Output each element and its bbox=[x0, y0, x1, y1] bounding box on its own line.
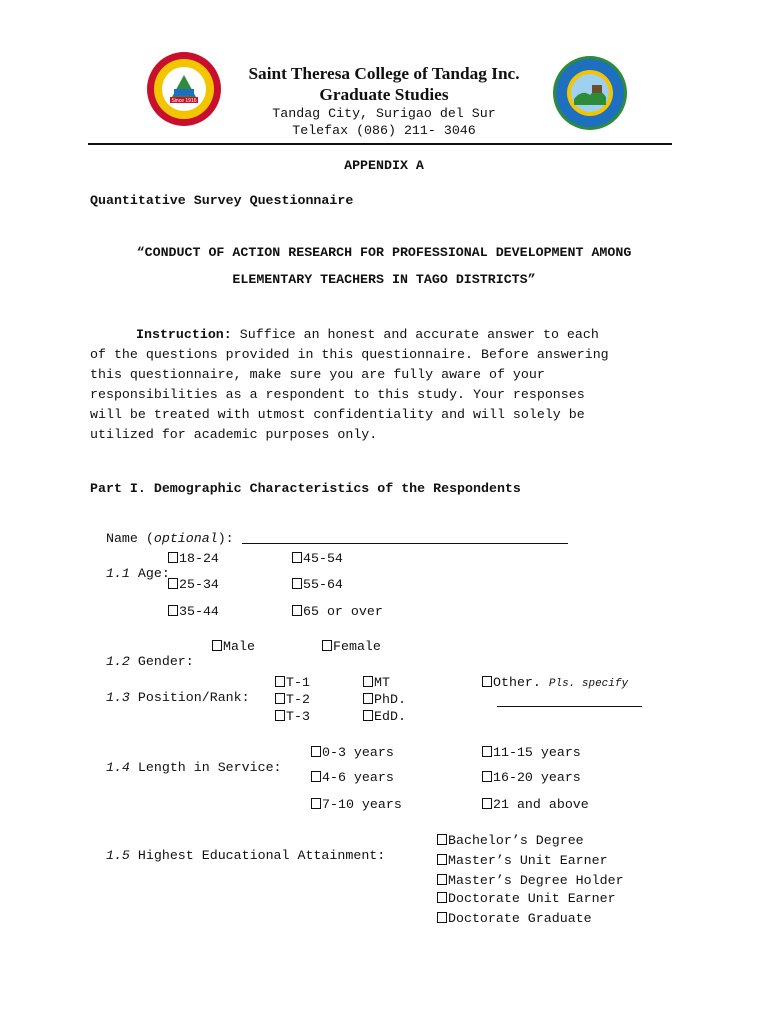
position-option-phd[interactable] bbox=[363, 692, 406, 707]
checkbox[interactable] bbox=[212, 640, 222, 651]
checkbox[interactable] bbox=[275, 710, 285, 721]
checkbox[interactable] bbox=[437, 892, 447, 903]
question-number: 1.2 bbox=[105, 654, 130, 669]
instruction-line: utilized for academic purposes only. bbox=[90, 427, 378, 442]
research-title-line-1: “CONDUCT OF ACTION RESEARCH FOR PROFESSIONAL DEVELOPMENT AMONG bbox=[136, 245, 632, 260]
education-option-masters-degree[interactable] bbox=[437, 873, 624, 888]
option-label: Bachelor’s Degree bbox=[448, 833, 584, 848]
instruction-line: will be treated with utmost confidentiality and will solely be bbox=[90, 407, 585, 422]
question-label: Age: bbox=[137, 566, 170, 581]
checkbox[interactable] bbox=[363, 710, 373, 721]
service-option-0-3[interactable] bbox=[311, 745, 394, 760]
name-label: Name ( bbox=[105, 531, 154, 546]
option-label: T-2 bbox=[286, 692, 310, 707]
checkbox[interactable] bbox=[311, 746, 321, 757]
checkbox[interactable] bbox=[168, 605, 178, 616]
position-option-mt[interactable] bbox=[363, 675, 390, 690]
option-label: Master’s Unit Earner bbox=[448, 853, 608, 868]
telefax: Telefax (086) 211- 3046 bbox=[292, 123, 476, 138]
position-option-t2[interactable] bbox=[275, 692, 310, 707]
age-option-65-over[interactable] bbox=[292, 604, 383, 619]
service-option-21-above[interactable] bbox=[482, 797, 589, 812]
gender-option-male[interactable] bbox=[212, 639, 255, 654]
checkbox[interactable] bbox=[437, 854, 447, 865]
option-label: 16-20 years bbox=[493, 770, 581, 785]
education-option-bachelors[interactable] bbox=[437, 833, 584, 848]
option-label: Female bbox=[333, 639, 381, 654]
checkbox[interactable] bbox=[292, 552, 302, 563]
checkbox[interactable] bbox=[482, 676, 492, 687]
checkbox[interactable] bbox=[363, 676, 373, 687]
question-label: Gender: bbox=[137, 654, 194, 669]
option-label: 11-15 years bbox=[493, 745, 581, 760]
checkbox[interactable] bbox=[275, 693, 285, 704]
option-label: T-3 bbox=[286, 709, 310, 724]
education-option-doctorate-unit[interactable] bbox=[437, 891, 616, 906]
instruction-line: of the questions provided in this questionnaire. Before answering bbox=[90, 347, 609, 362]
college-name: Saint Theresa College of Tandag Inc. bbox=[248, 64, 520, 83]
question-label: Position/Rank: bbox=[137, 690, 250, 705]
question-number: 1.1 bbox=[105, 566, 130, 581]
checkbox[interactable] bbox=[311, 798, 321, 809]
gender-question bbox=[90, 639, 194, 669]
checkbox[interactable] bbox=[292, 578, 302, 589]
other-specify-line[interactable] bbox=[497, 694, 642, 707]
research-title-line-2: ELEMENTARY TEACHERS IN TAGO DISTRICTS” bbox=[232, 272, 536, 287]
service-option-16-20[interactable] bbox=[482, 770, 581, 785]
checkbox[interactable] bbox=[437, 834, 447, 845]
option-label: Master’s Degree Holder bbox=[448, 873, 624, 888]
question-number: 1.5 bbox=[105, 848, 130, 863]
checkbox[interactable] bbox=[275, 676, 285, 687]
option-label: 21 and above bbox=[493, 797, 589, 812]
education-option-masters-unit[interactable] bbox=[437, 853, 608, 868]
name-optional-label: optional bbox=[153, 531, 218, 546]
instruction-line bbox=[90, 325, 678, 345]
position-option-t3[interactable] bbox=[275, 709, 310, 724]
position-option-edd[interactable] bbox=[363, 709, 406, 724]
question-label: Highest Educational Attainment: bbox=[137, 848, 386, 863]
checkbox[interactable] bbox=[311, 771, 321, 782]
service-question bbox=[90, 745, 282, 775]
name-field-row bbox=[90, 516, 568, 546]
option-label: 7-10 years bbox=[322, 797, 402, 812]
svg-text:Since 1916: Since 1916 bbox=[171, 98, 197, 104]
option-label: Other. bbox=[493, 675, 541, 690]
position-option-other[interactable] bbox=[482, 675, 628, 690]
instruction-line: responsibilities as a respondent to this study. Your responses bbox=[90, 387, 585, 402]
option-label: PhD. bbox=[374, 692, 406, 707]
option-label: T-1 bbox=[286, 675, 310, 690]
option-label: 25-34 bbox=[179, 577, 219, 592]
checkbox[interactable] bbox=[482, 771, 492, 782]
checkbox[interactable] bbox=[363, 693, 373, 704]
instruction-label: Instruction: bbox=[136, 327, 232, 342]
instruction-line: this questionnaire, make sure you are fully aware of your bbox=[90, 367, 545, 382]
service-option-7-10[interactable] bbox=[311, 797, 402, 812]
option-label: 35-44 bbox=[179, 604, 219, 619]
age-option-18-24[interactable] bbox=[168, 551, 219, 566]
checkbox[interactable] bbox=[437, 912, 447, 923]
appendix-label: APPENDIX A bbox=[344, 158, 424, 173]
checkbox[interactable] bbox=[322, 640, 332, 651]
document-subtitle: Quantitative Survey Questionnaire bbox=[90, 193, 354, 208]
option-label: 65 or over bbox=[303, 604, 383, 619]
age-option-25-34[interactable] bbox=[168, 577, 219, 592]
education-question bbox=[90, 833, 385, 863]
gender-option-female[interactable] bbox=[322, 639, 381, 654]
option-label: Doctorate Unit Earner bbox=[448, 891, 616, 906]
instruction-text: Suffice an honest and accurate answer to each bbox=[239, 327, 599, 342]
service-option-4-6[interactable] bbox=[311, 770, 394, 785]
name-input-line[interactable] bbox=[242, 531, 568, 544]
question-label: Length in Service: bbox=[137, 760, 282, 775]
position-option-t1[interactable] bbox=[275, 675, 310, 690]
position-question bbox=[90, 675, 250, 705]
option-label: EdD. bbox=[374, 709, 406, 724]
option-label: 55-64 bbox=[303, 577, 343, 592]
part-1-heading: Part I. Demographic Characteristics of the Respondents bbox=[90, 481, 521, 496]
age-question bbox=[90, 551, 170, 581]
age-option-55-64[interactable] bbox=[292, 577, 343, 592]
checkbox[interactable] bbox=[168, 578, 178, 589]
option-label: 4-6 years bbox=[322, 770, 394, 785]
option-label: Male bbox=[223, 639, 255, 654]
education-option-doctorate-graduate[interactable] bbox=[437, 911, 592, 926]
header-divider bbox=[88, 143, 672, 145]
checkbox[interactable] bbox=[482, 746, 492, 757]
service-option-11-15[interactable] bbox=[482, 745, 581, 760]
option-label: MT bbox=[374, 675, 390, 690]
name-label-end: ): bbox=[217, 531, 234, 546]
question-number: 1.3 bbox=[105, 690, 130, 705]
other-hint: Pls. specify bbox=[548, 678, 629, 690]
age-option-35-44[interactable] bbox=[168, 604, 219, 619]
checkbox[interactable] bbox=[168, 552, 178, 563]
department-name: Graduate Studies bbox=[319, 85, 449, 104]
checkbox[interactable] bbox=[292, 605, 302, 616]
address: Tandag City, Surigao del Sur bbox=[272, 106, 496, 121]
option-label: 0-3 years bbox=[322, 745, 394, 760]
option-label: 18-24 bbox=[179, 551, 219, 566]
option-label: 45-54 bbox=[303, 551, 343, 566]
instruction-paragraph bbox=[90, 325, 678, 445]
checkbox[interactable] bbox=[437, 874, 447, 885]
question-number: 1.4 bbox=[105, 760, 130, 775]
age-option-45-54[interactable] bbox=[292, 551, 343, 566]
graduate-school-logo bbox=[552, 55, 628, 131]
checkbox[interactable] bbox=[482, 798, 492, 809]
option-label: Doctorate Graduate bbox=[448, 911, 592, 926]
